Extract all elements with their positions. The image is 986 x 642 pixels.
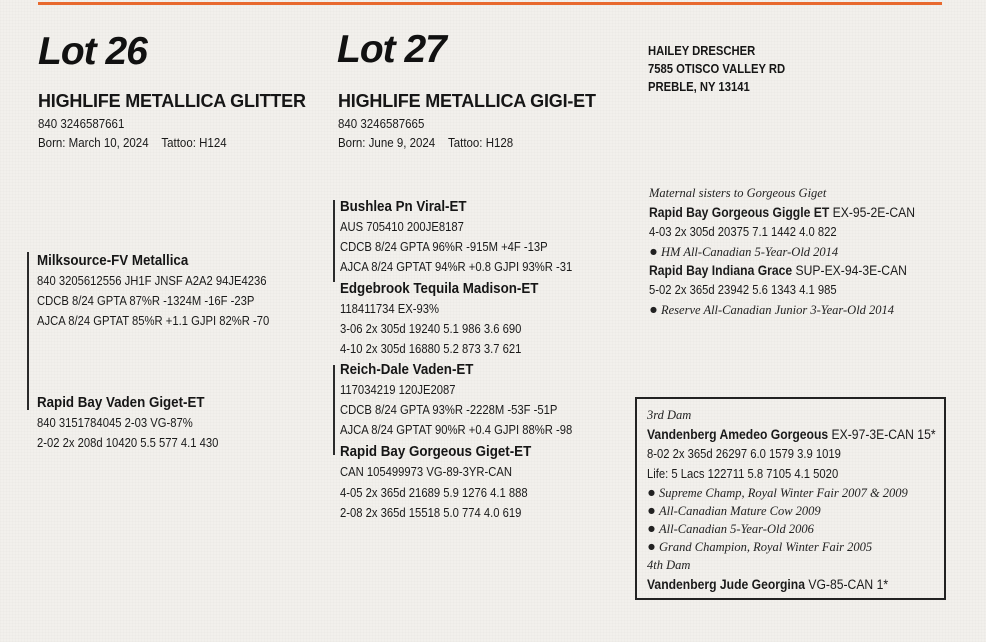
- sister-1-header: [649, 205, 915, 220]
- bullet-icon: ●: [648, 524, 655, 533]
- sister-2-header: [649, 263, 907, 278]
- sister-2-classification: SUP-EX-94-3E-CAN: [795, 263, 907, 278]
- third-dam-record: 8-02 2x 365d 26297 6.0 1579 3.9 1019: [647, 447, 841, 461]
- lot-26-birth-tattoo: [38, 136, 227, 150]
- lot-27-tattoo: Tattoo: H128: [447, 136, 514, 150]
- bullet-icon: ●: [648, 488, 655, 497]
- lot-26-sire-line-2: CDCB 8/24 GPTA 87%R -1324M -16F -23P: [37, 294, 255, 308]
- consignor-address: 7585 OTISCO VALLEY RD: [648, 62, 786, 76]
- lot-26-sire-line-1: 840 3205612556 JH1F JNSF A2A2 94JE4236: [37, 274, 267, 288]
- sister-1-classification: EX-95-2E-CAN: [832, 205, 916, 220]
- lot-27-dam-line-2: 4-05 2x 365d 21689 5.9 1276 4.1 888: [340, 486, 528, 500]
- consignor-name: HAILEY DRESCHER: [648, 44, 756, 58]
- third-dam-award-row: [648, 540, 872, 555]
- lot-27-dam-sire-line-2: CDCB 8/24 GPTA 93%R -2228M -53F -51P: [340, 403, 558, 417]
- consignor-city: PREBLE, NY 13141: [648, 80, 750, 94]
- lot-27-dam-bracket: [333, 365, 335, 455]
- sister-2-award: Reserve All-Canadian Junior 3-Year-Old 2014: [660, 303, 895, 317]
- third-dam-header: [647, 427, 936, 442]
- lot-26-born: Born: March 10, 2024: [38, 136, 149, 150]
- lot-27-animal-name: HIGHLIFE METALLICA GIGI-ET: [338, 91, 596, 111]
- third-dam-award-row: [648, 486, 908, 501]
- sister-1-name: Rapid Bay Gorgeous Giggle ET: [649, 205, 830, 220]
- third-dam-label: 3rd Dam: [647, 408, 692, 422]
- lot-27-sire-name: Bushlea Pn Viral-ET: [340, 199, 467, 215]
- lot-26-dam-line-2: 2-02 2x 208d 10420 5.5 577 4.1 430: [37, 436, 219, 450]
- lot-27-sire-line-2: CDCB 8/24 GPTA 96%R -915M +4F -13P: [340, 240, 548, 254]
- lot-27-dam-sire-line-1: 117034219 120JE2087: [340, 383, 456, 397]
- third-dam-name: Vandenberg Amedeo Gorgeous: [647, 427, 829, 442]
- lot-26-dam-name: Rapid Bay Vaden Giget-ET: [37, 395, 205, 411]
- lot-26-sire-name: Milksource-FV Metallica: [37, 253, 189, 269]
- lot-26-animal-name: HIGHLIFE METALLICA GLITTER: [38, 91, 306, 111]
- lot-26-title: Lot 26: [38, 30, 147, 73]
- third-dam-lifetime: Life: 5 Lacs 122711 5.8 7105 4.1 5020: [647, 467, 839, 481]
- third-dam-award-3: All-Canadian 5-Year-Old 2006: [658, 522, 814, 536]
- lot-27-dam-sire-line-3: AJCA 8/24 GPTAT 90%R +0.4 GJPI 88%R -98: [340, 423, 573, 437]
- lot-27-sire-dam-line-2: 3-06 2x 305d 19240 5.1 986 3.6 690: [340, 322, 522, 336]
- third-dam-classification: EX-97-3E-CAN 15*: [831, 427, 936, 442]
- lot-27-birth-tattoo: [338, 136, 513, 150]
- lot-27-sire-line-3: AJCA 8/24 GPTAT 94%R +0.8 GJPI 93%R -31: [340, 260, 573, 274]
- lot-27-sire-dam-name: Edgebrook Tequila Madison-ET: [340, 281, 539, 297]
- fourth-dam-header: [647, 577, 888, 592]
- lot-27-sire-bracket: [333, 200, 335, 282]
- lot-26-dam-line-1: 840 3151784045 2-03 VG-87%: [37, 416, 193, 430]
- bullet-icon: ●: [648, 542, 655, 551]
- third-dam-award-1: Supreme Champ, Royal Winter Fair 2007 & 2009: [658, 486, 908, 500]
- fourth-dam-classification: VG-85-CAN 1*: [808, 577, 889, 592]
- lot-27-title: Lot 27: [337, 28, 446, 71]
- fourth-dam-label: 4th Dam: [647, 558, 691, 572]
- lot-27-dam-line-1: CAN 105499973 VG-89-3YR-CAN: [340, 465, 512, 479]
- lot-27-sire-line-1: AUS 705410 200JE8187: [340, 220, 464, 234]
- sister-2-award-row: [650, 303, 894, 318]
- sister-2-name: Rapid Bay Indiana Grace: [649, 263, 793, 278]
- bullet-icon: ●: [648, 506, 655, 515]
- lot-27-sire-dam-line-3: 4-10 2x 305d 16880 5.2 873 3.7 621: [340, 342, 522, 356]
- lot-27-dam-sire-name: Reich-Dale Vaden-ET: [340, 362, 474, 378]
- sister-1-award: HM All-Canadian 5-Year-Old 2014: [660, 245, 839, 259]
- third-dam-award-row: [648, 504, 821, 519]
- sister-1-record: 4-03 2x 305d 20375 7.1 1442 4.0 822: [649, 225, 837, 239]
- lot-27-registration: 840 3246587665: [338, 117, 425, 131]
- third-dam-award-row: [648, 522, 814, 537]
- lot-26-sire-line-3: AJCA 8/24 GPTAT 85%R +1.1 GJPI 82%R -70: [37, 314, 270, 328]
- bullet-icon: ●: [650, 305, 657, 314]
- lot-26-registration: 840 3246587661: [38, 117, 125, 131]
- lot-27-dam-name: Rapid Bay Gorgeous Giget-ET: [340, 444, 532, 460]
- third-dam-award-2: All-Canadian Mature Cow 2009: [658, 504, 821, 518]
- lot-27-sire-dam-line-1: 118411734 EX-93%: [340, 302, 440, 316]
- sister-2-record: 5-02 2x 365d 23942 5.6 1343 4.1 985: [649, 283, 837, 297]
- fourth-dam-name: Vandenberg Jude Georgina: [647, 577, 805, 592]
- lot-27-born: Born: June 9, 2024: [338, 136, 436, 150]
- sister-1-award-row: [650, 245, 838, 260]
- bullet-icon: ●: [650, 247, 657, 256]
- top-accent-rule: [38, 2, 942, 5]
- lot-27-dam-line-3: 2-08 2x 365d 15518 5.0 774 4.0 619: [340, 506, 522, 520]
- lot-26-tattoo: Tattoo: H124: [161, 136, 227, 150]
- lot-26-pedigree-bracket: [27, 252, 29, 410]
- third-dam-award-4: Grand Champion, Royal Winter Fair 2005: [658, 540, 873, 554]
- maternal-sisters-heading: Maternal sisters to Gorgeous Giget: [649, 186, 827, 200]
